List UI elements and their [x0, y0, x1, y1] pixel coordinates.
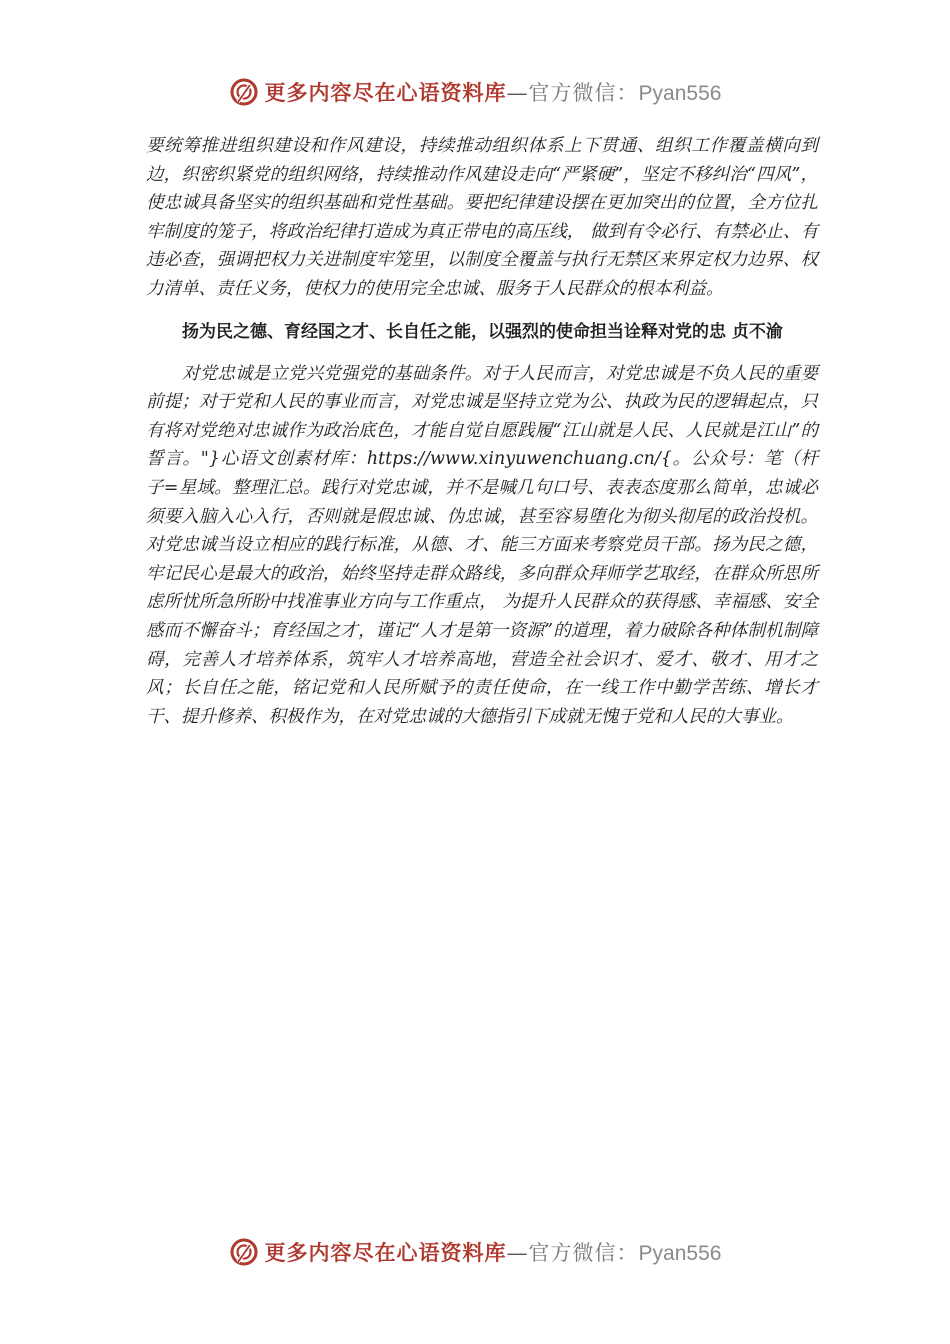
header-banner-main: 更多内容尽在心语资料库: [264, 80, 507, 105]
footer-banner: [0, 1232, 950, 1272]
brand-logo-icon: [229, 1237, 259, 1267]
header-banner-text: [265, 77, 722, 107]
footer-banner-main: 更多内容尽在心语资料库: [264, 1240, 507, 1265]
footer-banner-text: [265, 1237, 722, 1267]
header-banner-wechat: Pyan556: [638, 82, 722, 105]
header-banner: [0, 72, 950, 112]
footer-banner-wechat: Pyan556: [638, 1242, 722, 1265]
brand-logo-icon: [229, 77, 259, 107]
document-body: [146, 132, 818, 731]
footer-banner-official: 官方微信：: [528, 1241, 639, 1265]
header-banner-official: 官方微信：: [528, 81, 639, 105]
footer-banner-dash: —: [506, 1241, 529, 1265]
body-paragraph-2: 对党忠诚是立党兴党强党的基础条件。对于人民而言，对党忠诚是不负人民的重要前提；对于党和人民的事业而言，对党忠诚是坚持立党为公、执政为民的逻辑起点，只有将对党绝对忠诚作为政治底色，才能自觉自愿践履“江山就是人民、人民就是江山”的誓言。"}心语文创素材库：https://www.xinyuwenchuang.cn/{。公众号：笔（杆子=星域。整理汇总。践行对党忠诚，并不是喊几句口号、表表态度那么简单，忠诚必须要入脑入心入行，否则就是假忠诚、伪忠诚，甚至容易堕化为彻头彻尾的政治投机。对党忠诚当设立相应的践行标准，从德、才、能三方面来考察党员干部。扬为民之德，牢记民心是最大的政治，始终坚持走群众路线，多向群众拜师学艺取经，在群众所思所虑所忧所急所盼中找准事业方向与工作重点， 为提升人民群众的获得感、幸福感、安全感而不懈奋斗；育经国之才，谨记“人才是第一资源”的道理，着力破除各种体制机制障碍，完善人才培养体系，筑牢人才培养高地，营造全社会识才、爱才、敬才、用才之风；长自任之能，铭记党和人民所赋予的责任使命，在一线工作中勤学苦练、增长才干、提升修养、积极作为，在对党忠诚的大德指引下成就无愧于党和人民的大事业。: [146, 363, 818, 727]
section-heading: 扬为民之德、育经国之才、长自任之能，以强烈的使命担当诠释对党的忠 贞不渝: [182, 321, 783, 342]
header-banner-dash: —: [506, 81, 529, 105]
body-paragraph-1: 要统筹推进组织建设和作风建设，持续推动组织体系上下贯通、组织工作覆盖横向到边，织密织紧党的组织网络，持续推动作风建设走向“严紧硬”，坚定不移纠治“四风”，使忠诚具备坚实的组织基础和党性基础。要把纪律建设摆在更加突出的位置，全方位扎牢制度的笼子，将政治纪律打造成为真正带电的高压线， 做到有令必行、有禁必止、有违必查，强调把权力关进制度牢笼里，以制度全覆盖与执行无禁区来界定权力边界、权力清单、责任义务，使权力的使用完全忠诚、服务于人民群众的根本利益。: [146, 136, 818, 299]
